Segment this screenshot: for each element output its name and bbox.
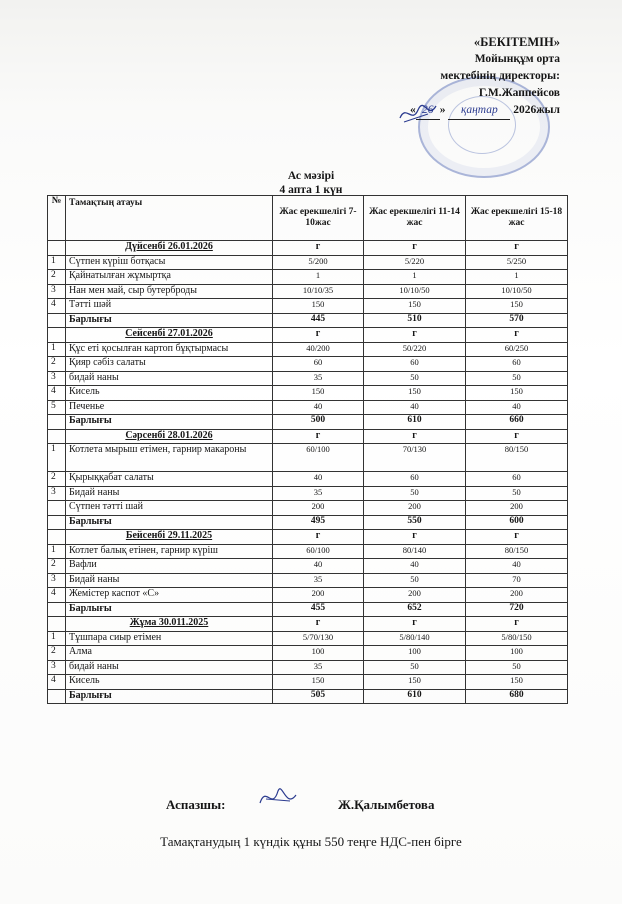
total-age-11-14: 610 [364,415,466,430]
day-name: Бейсенбі 29.11.2025 [66,530,273,545]
portion-age-7-10: 1 [273,270,364,285]
row-number: 1 [48,444,66,472]
total-age-15-18: 570 [466,313,568,328]
total-num-cell [48,515,66,530]
total-row [48,689,568,704]
portion-age-7-10: 200 [273,501,364,516]
portion-age-7-10: 100 [273,646,364,661]
total-row [48,515,568,530]
dish-name: Печенье [66,400,273,415]
total-row [48,313,568,328]
portion-age-15-18: 150 [466,675,568,690]
portion-age-7-10: 150 [273,386,364,401]
portion-age-15-18: 40 [466,559,568,574]
portion-age-11-14: 50/220 [364,342,466,357]
portion-age-11-14: 40 [364,400,466,415]
dish-name: Сүтпен тәтті шай [66,501,273,516]
total-label: Барлығы [66,313,273,328]
unit-age-11-14: г [364,328,466,343]
table-row [48,646,568,661]
total-row [48,415,568,430]
approval-title: «БЕКІТЕМІН» [473,35,560,49]
row-number: 2 [48,646,66,661]
portion-age-15-18: 80/150 [466,544,568,559]
portion-age-15-18: 100 [466,646,568,661]
portion-age-11-14: 200 [364,588,466,603]
day-header-row [48,429,568,444]
menu-title: Ас мәзірі [287,170,335,182]
portion-age-11-14: 150 [364,675,466,690]
unit-age-11-14: г [364,241,466,256]
portion-age-7-10: 40/200 [273,342,364,357]
total-num-cell [48,313,66,328]
total-label: Барлығы [66,415,273,430]
cook-role: Аспазшы: [166,797,226,812]
row-number: 1 [48,255,66,270]
unit-age-15-18: г [466,617,568,632]
row-number: 4 [48,588,66,603]
unit-age-15-18: г [466,429,568,444]
row-number [48,501,66,516]
approval-line-school: Мойынқұм орта [474,53,560,65]
portion-age-11-14: 200 [364,501,466,516]
day-name: Сәрсенбі 28.01.2026 [66,429,273,444]
day-num-cell [48,328,66,343]
portion-age-15-18: 200 [466,501,568,516]
portion-age-11-14: 150 [364,386,466,401]
dish-name: Кисель [66,675,273,690]
unit-age-15-18: г [466,241,568,256]
table-row [48,255,568,270]
portion-age-11-14: 40 [364,559,466,574]
approval-block [410,34,560,120]
day-num-cell [48,241,66,256]
table-row [48,270,568,285]
dish-name: Котлета мырыш етімен, гарнир макароны [66,444,273,472]
portion-age-15-18: 50 [466,371,568,386]
menu-heading [0,169,622,197]
portion-age-15-18: 200 [466,588,568,603]
portion-age-15-18: 5/250 [466,255,568,270]
dish-name: Нан мен май, сыр бутерброды [66,284,273,299]
unit-age-7-10: г [273,617,364,632]
portion-age-15-18: 70 [466,573,568,588]
row-number: 3 [48,486,66,501]
dish-name: Сүтпен күріш ботқасы [66,255,273,270]
portion-age-11-14: 70/130 [364,444,466,472]
table-row [48,299,568,314]
date-year: 2026жыл [513,104,560,116]
header-dish-name: Тамақтың атауы [66,196,273,241]
portion-age-15-18: 5/80/150 [466,631,568,646]
dish-name: бидай наны [66,371,273,386]
total-label: Барлығы [66,515,273,530]
dish-name: Бидай наны [66,486,273,501]
table-row [48,472,568,487]
dish-name: Қияр сәбіз салаты [66,357,273,372]
total-age-11-14: 610 [364,689,466,704]
portion-age-15-18: 10/10/50 [466,284,568,299]
total-age-7-10: 505 [273,689,364,704]
unit-age-11-14: г [364,617,466,632]
portion-age-15-18: 50 [466,660,568,675]
dish-name: Қайнатылған жұмыртқа [66,270,273,285]
dish-name: бидай наны [66,660,273,675]
portion-age-11-14: 10/10/50 [364,284,466,299]
table-row [48,544,568,559]
date-day: 26 [416,102,440,120]
portion-age-7-10: 35 [273,371,364,386]
date-quote-open: « [409,104,416,116]
header-age-7-10: Жас ерекшелігі 7-10жас [273,196,364,241]
unit-age-7-10: г [273,328,364,343]
row-number: 2 [48,472,66,487]
menu-subtitle: 4 апта 1 күн [279,184,343,196]
portion-age-15-18: 150 [466,299,568,314]
unit-age-7-10: г [273,241,364,256]
table-row [48,675,568,690]
portion-age-11-14: 100 [364,646,466,661]
table-row [48,386,568,401]
portion-age-11-14: 50 [364,486,466,501]
total-age-7-10: 495 [273,515,364,530]
menu-table [47,195,568,704]
day-header-row [48,241,568,256]
dish-name: Котлет балық етінен, гарнир күріш [66,544,273,559]
portion-age-11-14: 5/220 [364,255,466,270]
dish-name: Алма [66,646,273,661]
total-age-15-18: 660 [466,415,568,430]
header-age-15-18: Жас ерекшелігі 15-18 жас [466,196,568,241]
unit-age-7-10: г [273,429,364,444]
daily-cost-note: Тамақтанудың 1 күндік құны 550 теңге НДС-пен бірге [160,834,462,849]
table-row [48,501,568,516]
row-number: 3 [48,284,66,299]
portion-age-11-14: 150 [364,299,466,314]
unit-age-11-14: г [364,429,466,444]
dish-name: Бидай наны [66,573,273,588]
total-num-cell [48,415,66,430]
portion-age-15-18: 60 [466,472,568,487]
total-age-15-18: 680 [466,689,568,704]
total-age-15-18: 720 [466,602,568,617]
unit-age-11-14: г [364,530,466,545]
row-number: 2 [48,357,66,372]
portion-age-11-14: 50 [364,371,466,386]
row-number: 2 [48,270,66,285]
total-age-7-10: 500 [273,415,364,430]
row-number: 1 [48,342,66,357]
total-age-7-10: 445 [273,313,364,328]
day-name: Жұма 30.011.2025 [66,617,273,632]
header-num: № [48,196,66,241]
table-row [48,400,568,415]
row-number: 4 [48,299,66,314]
total-age-11-14: 510 [364,313,466,328]
portion-age-11-14: 50 [364,573,466,588]
unit-age-15-18: г [466,530,568,545]
portion-age-15-18: 50 [466,486,568,501]
cook-signature [256,783,300,813]
total-age-15-18: 600 [466,515,568,530]
row-number: 3 [48,573,66,588]
dish-name: Тұшпара сиыр етімен [66,631,273,646]
portion-age-11-14: 1 [364,270,466,285]
row-number: 5 [48,400,66,415]
portion-age-11-14: 80/140 [364,544,466,559]
portion-age-7-10: 40 [273,559,364,574]
table-row [48,371,568,386]
portion-age-7-10: 5/70/130 [273,631,364,646]
dish-name: Жемістер каспот «С» [66,588,273,603]
row-number: 3 [48,371,66,386]
table-row [48,357,568,372]
portion-age-11-14: 5/80/140 [364,631,466,646]
table-row [48,631,568,646]
day-header-row [48,530,568,545]
header-age-11-14: Жас ерекшелігі 11-14 жас [364,196,466,241]
approval-date [410,102,560,120]
total-age-11-14: 652 [364,602,466,617]
day-num-cell [48,617,66,632]
total-num-cell [48,689,66,704]
portion-age-7-10: 10/10/35 [273,284,364,299]
portion-age-15-18: 150 [466,386,568,401]
table-row [48,660,568,675]
portion-age-7-10: 35 [273,573,364,588]
portion-age-15-18: 40 [466,400,568,415]
table-row [48,588,568,603]
table-row [48,559,568,574]
dish-name: Құс еті қосылған картоп бұқтырмасы [66,342,273,357]
unit-age-15-18: г [466,328,568,343]
table-row [48,573,568,588]
portion-age-7-10: 5/200 [273,255,364,270]
dish-name: Кисель [66,386,273,401]
table-row [48,342,568,357]
portion-age-7-10: 200 [273,588,364,603]
menu-header-row [48,196,568,241]
row-number: 4 [48,675,66,690]
portion-age-15-18: 1 [466,270,568,285]
total-num-cell [48,602,66,617]
total-row [48,602,568,617]
portion-age-15-18: 60/250 [466,342,568,357]
portion-age-15-18: 80/150 [466,444,568,472]
day-num-cell [48,530,66,545]
table-row [48,486,568,501]
portion-age-7-10: 60/100 [273,444,364,472]
portion-age-7-10: 150 [273,299,364,314]
date-month: қаңтар [448,102,510,120]
portion-age-11-14: 60 [364,472,466,487]
total-age-7-10: 455 [273,602,364,617]
dish-name: Вафли [66,559,273,574]
dish-name: Тәтті шәй [66,299,273,314]
day-name: Сейсенбі 27.01.2026 [66,328,273,343]
portion-age-7-10: 40 [273,472,364,487]
menu-body [48,241,568,704]
portion-age-15-18: 60 [466,357,568,372]
portion-age-7-10: 150 [273,675,364,690]
day-header-row [48,328,568,343]
cook-name: Ж.Қалымбетова [338,797,435,812]
total-label: Барлығы [66,602,273,617]
row-number: 1 [48,544,66,559]
portion-age-7-10: 60 [273,357,364,372]
row-number: 2 [48,559,66,574]
dish-name: Қырыққабат салаты [66,472,273,487]
approval-line-position: мектебінің директоры: [440,70,560,82]
portion-age-7-10: 60/100 [273,544,364,559]
portion-age-7-10: 35 [273,660,364,675]
row-number: 3 [48,660,66,675]
director-name: Г.М.Жаппейсов [478,87,560,99]
portion-age-11-14: 50 [364,660,466,675]
table-row [48,284,568,299]
day-name: Дүйсенбі 26.01.2026 [66,241,273,256]
portion-age-7-10: 40 [273,400,364,415]
date-quote-close: » [439,104,446,116]
row-number: 4 [48,386,66,401]
total-age-11-14: 550 [364,515,466,530]
row-number: 1 [48,631,66,646]
total-label: Барлығы [66,689,273,704]
day-header-row [48,617,568,632]
day-num-cell [48,429,66,444]
table-row [48,444,568,472]
portion-age-11-14: 60 [364,357,466,372]
portion-age-7-10: 35 [273,486,364,501]
unit-age-7-10: г [273,530,364,545]
